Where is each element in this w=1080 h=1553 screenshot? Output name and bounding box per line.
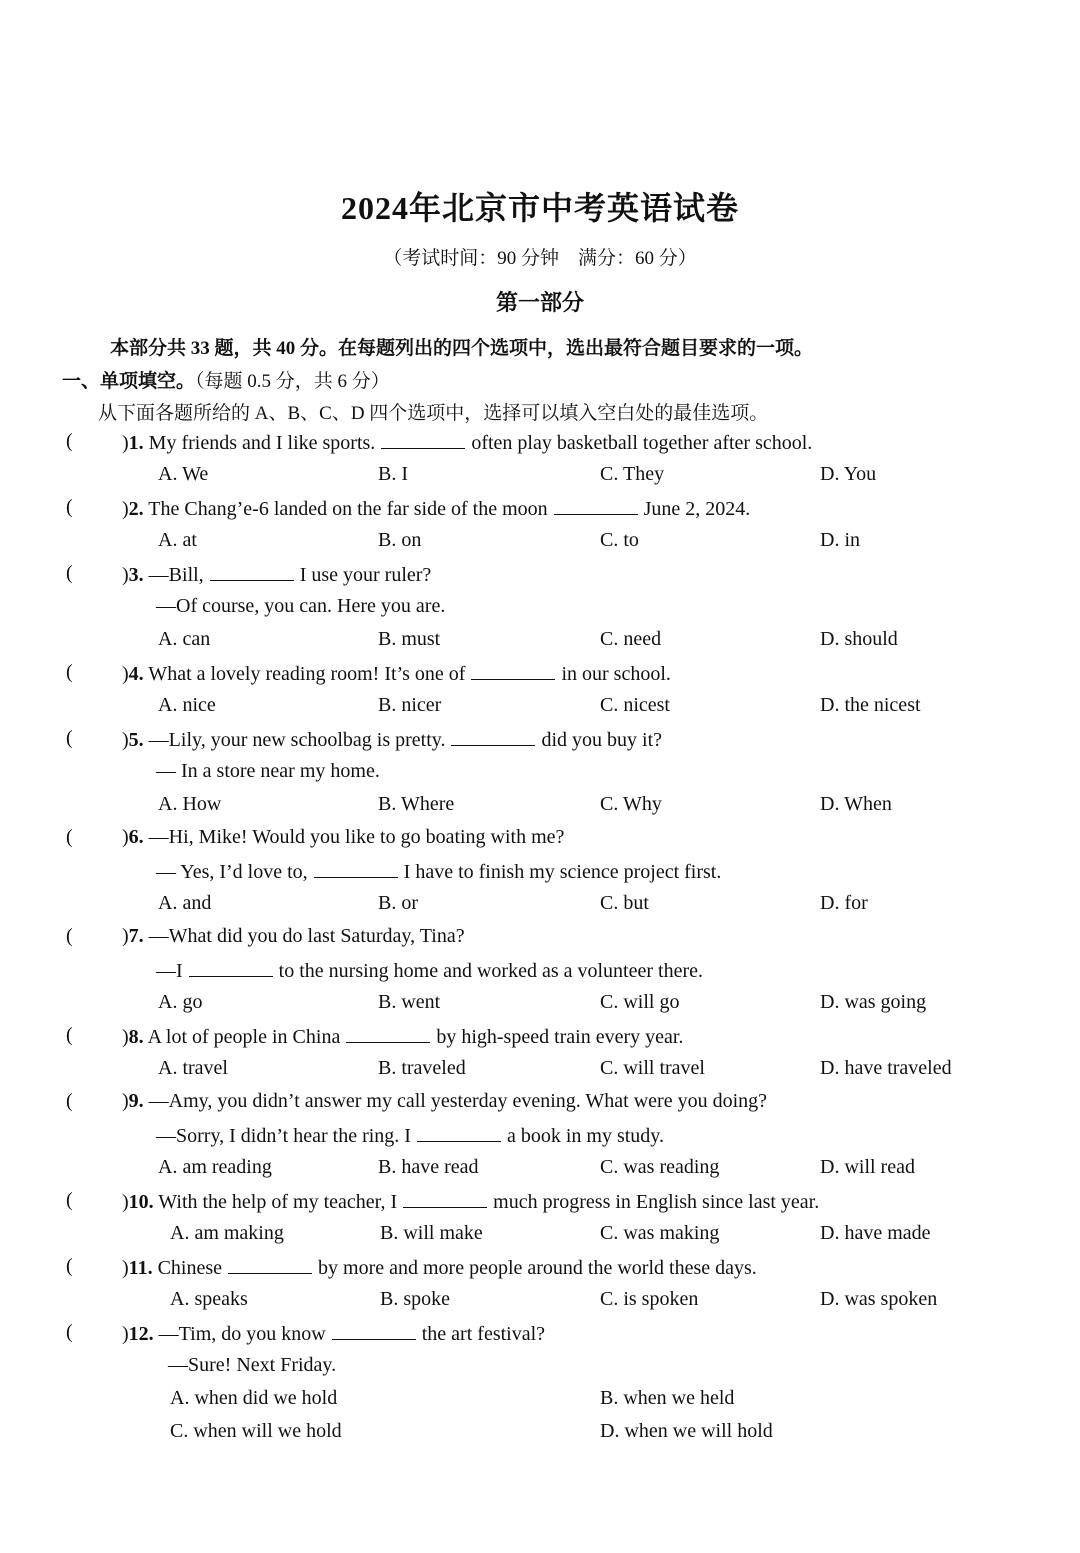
option-a[interactable]: A. and [158, 892, 212, 914]
question-number: 4. [128, 663, 144, 685]
question-number: 12. [128, 1323, 154, 1345]
option-c[interactable]: C. was making [600, 1222, 720, 1244]
question-number: 11. [128, 1257, 153, 1279]
reply-line [0, 595, 1080, 628]
exam-title: 2024年北京市中考英语试卷 [340, 190, 739, 226]
answer-paren-open: ( [66, 1189, 73, 1211]
answer-blank[interactable] [228, 1255, 312, 1274]
answer-blank[interactable] [471, 661, 555, 680]
question-stem-after: the art festival? [421, 1323, 546, 1345]
paren-close: ) [122, 564, 129, 586]
answer-paren-open: ( [66, 1024, 73, 1046]
question-stem: —Lily, your new schoolbag is pretty. [143, 729, 446, 751]
question-stem: —Tim, do you know [153, 1323, 326, 1345]
paren-close: ) [122, 1090, 129, 1112]
answer-paren-open: ( [66, 562, 73, 584]
question-number: 5. [128, 729, 144, 751]
question-number: 2. [128, 498, 144, 520]
question-stem-after: by high-speed train every year. [436, 1026, 684, 1048]
question-stem: Chinese [152, 1257, 223, 1279]
reply-line [0, 958, 1080, 991]
option-d[interactable]: D. have made [820, 1222, 931, 1244]
reply-text [156, 958, 703, 983]
reply-line [0, 1123, 1080, 1156]
option-c[interactable]: C. to [600, 529, 639, 551]
option-b[interactable]: B. I [378, 463, 408, 485]
answer-paren-open: ( [66, 1255, 73, 1277]
answer-paren-open: ( [66, 430, 73, 452]
reply: — In a store near my home. [156, 760, 380, 782]
paren-close: ) [122, 1323, 129, 1345]
options-line [0, 793, 1080, 826]
option-d[interactable]: D. will read [820, 1156, 915, 1178]
option-c[interactable]: C. when will we hold [170, 1420, 342, 1442]
option-b[interactable]: B. must [378, 628, 441, 650]
question-stem-after: did you buy it? [541, 729, 663, 751]
question-line [0, 1090, 1080, 1123]
question-text [122, 661, 671, 686]
option-d[interactable]: D. have traveled [820, 1057, 952, 1079]
question-number: 1. [128, 432, 144, 454]
reply-line [0, 760, 1080, 793]
reply-before: —I [156, 960, 183, 982]
option-b[interactable]: B. on [378, 529, 422, 551]
reply-after: I have to finish my science project first. [403, 861, 722, 883]
paren-close: ) [122, 498, 129, 520]
paren-close: ) [122, 1026, 129, 1048]
option-d[interactable]: D. was spoken [820, 1288, 938, 1310]
option-c[interactable]: C. but [600, 892, 649, 914]
question-number: 10. [128, 1191, 154, 1213]
option-a[interactable]: A. am reading [158, 1156, 272, 1178]
question-text [122, 496, 750, 521]
section-heading [62, 366, 390, 393]
question-stem: My friends and I like sports. [143, 432, 376, 454]
question-stem: —Bill, [143, 564, 204, 586]
answer-blank[interactable] [403, 1189, 487, 1208]
paren-close: ) [122, 1191, 129, 1213]
options-line [0, 694, 1080, 727]
question-text [122, 1255, 757, 1280]
option-b[interactable]: B. Where [378, 793, 455, 815]
question-number: 6. [128, 826, 144, 848]
option-c[interactable]: C. is spoken [600, 1288, 699, 1310]
section-directions: 从下面各题所给的 A、B、C、D 四个选项中，选择可以填入空白处的最佳选项。 [98, 403, 769, 424]
answer-paren-open: ( [66, 925, 73, 947]
options-line [0, 991, 1080, 1024]
reply-text [156, 859, 721, 884]
answer-blank[interactable] [332, 1321, 416, 1340]
reply-text [156, 760, 380, 783]
question-number: 8. [128, 1026, 144, 1048]
question-stem-after: in our school. [561, 663, 671, 685]
option-a[interactable]: A. speaks [170, 1288, 248, 1310]
question-text [122, 1321, 545, 1346]
options-line [0, 529, 1080, 562]
options-line [0, 1288, 1080, 1321]
options-line [0, 1420, 1080, 1453]
question-text [122, 925, 465, 948]
question-stem-after: much progress in English since last year. [493, 1191, 820, 1213]
question-text [122, 1090, 767, 1113]
answer-paren-open: ( [66, 826, 73, 848]
option-d[interactable]: D. for [820, 892, 868, 914]
option-c[interactable]: C. nicest [600, 694, 670, 716]
option-b[interactable]: B. will make [380, 1222, 483, 1244]
question-stem: What a lovely reading room! It’s one of [143, 663, 466, 685]
paren-close: ) [122, 826, 129, 848]
answer-blank[interactable] [346, 1024, 430, 1043]
option-a[interactable]: A. when did we hold [170, 1387, 338, 1409]
option-a[interactable]: A. go [158, 991, 203, 1013]
reply-text [156, 595, 445, 618]
reply-text [156, 1123, 664, 1148]
question-line [0, 562, 1080, 595]
exam-subtitle: （考试时间：90 分钟 满分：60 分） [383, 248, 697, 269]
option-b[interactable]: B. traveled [378, 1057, 466, 1079]
paren-close: ) [122, 925, 129, 947]
section-title: 一、单项填空。 [62, 371, 196, 392]
question-stem: —What did you do last Saturday, Tina? [143, 925, 465, 947]
option-a[interactable]: A. nice [158, 694, 216, 716]
question-stem-after: often play basketball together after school. [471, 432, 813, 454]
option-c[interactable]: C. need [600, 628, 662, 650]
reply-before: — Yes, I’d love to, [156, 861, 308, 883]
option-a[interactable]: A. We [158, 463, 209, 485]
answer-blank[interactable] [210, 562, 294, 581]
part-heading: 第一部分 [495, 290, 584, 315]
question-stem-after: June 2, 2024. [643, 498, 751, 520]
answer-blank[interactable] [417, 1123, 501, 1142]
answer-blank[interactable] [554, 496, 638, 515]
question-stem-after: by more and more people around the world these days. [318, 1257, 757, 1279]
option-a[interactable]: A. at [158, 529, 197, 551]
question-stem: —Hi, Mike! Would you like to go boating with me? [143, 826, 565, 848]
question-number: 9. [128, 1090, 144, 1112]
question-line [0, 1189, 1080, 1222]
options-line [0, 628, 1080, 661]
reply-after: to the nursing home and worked as a volunteer there. [278, 960, 703, 982]
question-stem: With the help of my teacher, I [153, 1191, 398, 1213]
option-d[interactable]: D. was going [820, 991, 927, 1013]
answer-paren-open: ( [66, 661, 73, 683]
question-line [0, 1024, 1080, 1057]
reply-after: a book in my study. [506, 1125, 664, 1147]
option-b[interactable]: B. nicer [378, 694, 442, 716]
option-d[interactable]: D. You [820, 463, 877, 485]
option-c[interactable]: C. was reading [600, 1156, 720, 1178]
option-b[interactable]: B. went [378, 991, 441, 1013]
option-a[interactable]: A. How [158, 793, 222, 815]
option-d[interactable]: D. in [820, 529, 860, 551]
question-number: 3. [128, 564, 144, 586]
reply: —Sure! Next Friday. [168, 1354, 337, 1376]
paren-close: ) [122, 1257, 129, 1279]
question-stem: The Chang’e-6 landed on the far side of the moon [143, 498, 548, 520]
reply-text [168, 1354, 336, 1377]
question-list [0, 430, 1080, 1453]
options-line [0, 1222, 1080, 1255]
question-text [122, 727, 662, 752]
question-line [0, 496, 1080, 529]
question-stem: A lot of people in China [143, 1026, 341, 1048]
answer-paren-open: ( [66, 1090, 73, 1112]
option-d[interactable]: D. should [820, 628, 898, 650]
question-stem: —Amy, you didn’t answer my call yesterday evening. What were you doing? [143, 1090, 768, 1112]
question-line [0, 661, 1080, 694]
question-line [0, 826, 1080, 859]
options-line [0, 1156, 1080, 1189]
question-text [122, 1189, 819, 1214]
answer-paren-open: ( [66, 496, 73, 518]
question-line [0, 925, 1080, 958]
option-d[interactable]: D. when we will hold [600, 1420, 773, 1442]
option-a[interactable]: A. travel [158, 1057, 228, 1079]
option-b[interactable]: B. spoke [380, 1288, 450, 1310]
options-line [0, 892, 1080, 925]
question-stem-after: I use your ruler? [299, 564, 432, 586]
answer-paren-open: ( [66, 727, 73, 749]
option-b[interactable]: B. or [378, 892, 418, 914]
reply: —Of course, you can. Here you are. [156, 595, 446, 617]
option-c[interactable]: C. will go [600, 991, 680, 1013]
options-line [0, 463, 1080, 496]
option-c[interactable]: C. will travel [600, 1057, 705, 1079]
question-text [122, 826, 564, 849]
paren-close: ) [122, 663, 129, 685]
answer-paren-open: ( [66, 1321, 73, 1343]
question-line [0, 1255, 1080, 1288]
paren-close: ) [122, 729, 129, 751]
question-number: 7. [128, 925, 144, 947]
answer-blank[interactable] [314, 859, 398, 878]
options-line [0, 1057, 1080, 1090]
question-text [122, 430, 812, 455]
answer-blank[interactable] [451, 727, 535, 746]
reply-line [0, 859, 1080, 892]
option-d[interactable]: D. the nicest [820, 694, 921, 716]
option-a[interactable]: A. can [158, 628, 211, 650]
option-c[interactable]: C. Why [600, 793, 662, 815]
option-b[interactable]: B. have read [378, 1156, 479, 1178]
options-line [0, 1387, 1080, 1420]
option-b[interactable]: B. when we held [600, 1387, 735, 1409]
reply-before: —Sorry, I didn’t hear the ring. I [156, 1125, 411, 1147]
question-line [0, 430, 1080, 463]
answer-blank[interactable] [189, 958, 273, 977]
question-text [122, 562, 431, 587]
question-line [0, 727, 1080, 760]
question-line [0, 1321, 1080, 1354]
reply-line [0, 1354, 1080, 1387]
option-d[interactable]: D. When [820, 793, 892, 815]
option-a[interactable]: A. am making [170, 1222, 284, 1244]
paren-close: ) [122, 432, 129, 454]
question-text [122, 1024, 683, 1049]
part-instruction: 本部分共 33 题，共 40 分。在每题列出的四个选项中，选出最符合题目要求的一项。 [110, 338, 814, 359]
option-c[interactable]: C. They [600, 463, 665, 485]
answer-blank[interactable] [381, 430, 465, 449]
section-score: （每题 0.5 分，共 6 分） [195, 371, 390, 392]
